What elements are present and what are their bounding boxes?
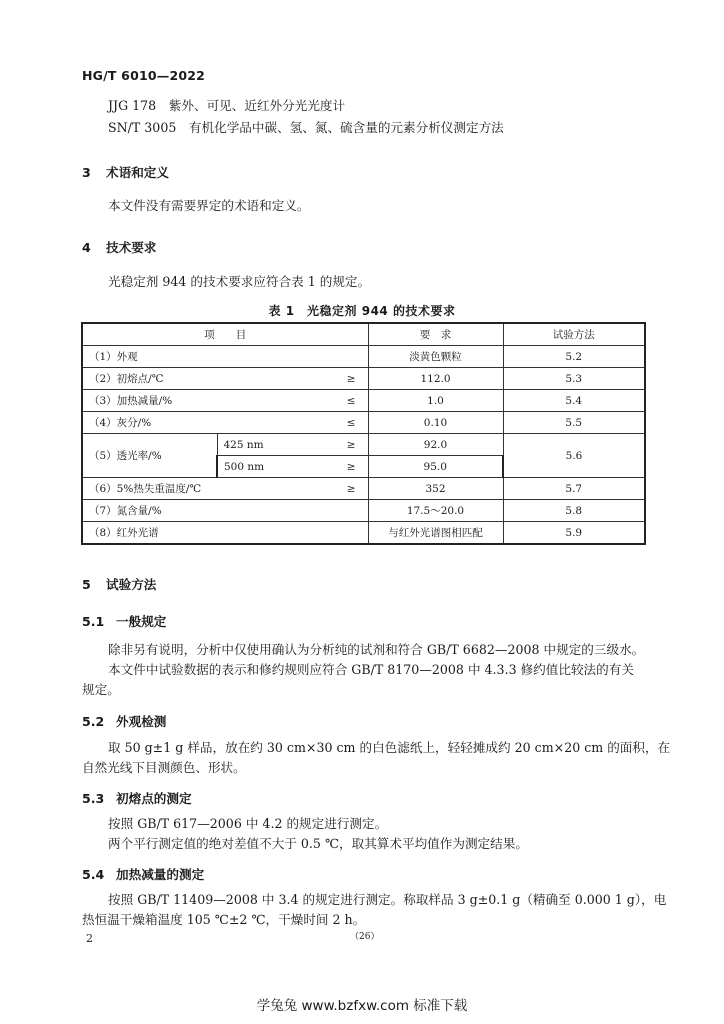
section-number: 5.3 xyxy=(82,791,105,806)
section-title: 术语和定义 xyxy=(106,165,169,180)
section-5-4-heading xyxy=(82,864,204,883)
section-5-4-para-cont: 热恒温干燥箱温度 105 ℃±2 ℃，干燥时间 2 h。 xyxy=(82,912,366,927)
item-cell: （5）透光率/% xyxy=(82,434,217,478)
item-cell: （1）外观 xyxy=(82,346,368,368)
section-5-3-para-1: 按照 GB/T 617—2006 中 4.2 的规定进行测定。 xyxy=(108,816,388,831)
section-3-heading xyxy=(82,162,169,181)
requirement-cell: 0.10 xyxy=(368,412,503,434)
section-5-4-para: 按照 GB/T 11409—2008 中 3.4 的规定进行测定。称取样品 3 g±0.1 g（精确至 0.000 1 g），电 xyxy=(108,892,667,907)
table-row xyxy=(82,434,645,456)
print-number: （26） xyxy=(350,932,380,942)
section-number: 3 xyxy=(82,165,91,180)
page-number: 2 xyxy=(86,932,93,945)
item-cell: （6）5%热失重温度/℃ ≥ xyxy=(82,478,368,500)
section-5-3-heading xyxy=(82,788,192,807)
table-row xyxy=(82,522,645,545)
section-5-2-para-cont: 自然光线下目测颜色、形状。 xyxy=(82,760,246,775)
header-test-method: 试验方法 xyxy=(503,323,645,346)
section-4-heading xyxy=(82,237,156,256)
section-title: 外观检测 xyxy=(116,714,167,729)
section-5-1-heading xyxy=(82,611,166,630)
section-5-1-para-2: 本文件中试验数据的表示和修约规则应符合 GB/T 8170—2008 中 4.3.3 修约值比较法的有关 xyxy=(108,662,634,677)
section-4-body: 光稳定剂 944 的技术要求应符合表 1 的规定。 xyxy=(108,274,371,289)
method-cell: 5.8 xyxy=(503,500,645,522)
requirement-cell: 1.0 xyxy=(368,390,503,412)
section-number: 5.4 xyxy=(82,867,105,882)
method-cell: 5.7 xyxy=(503,478,645,500)
spec-table xyxy=(81,322,646,545)
section-3-body: 本文件没有需要界定的术语和定义。 xyxy=(108,198,310,213)
section-title: 试验方法 xyxy=(106,577,157,592)
requirement-cell: 淡黄色颗粒 xyxy=(368,346,503,368)
table-row xyxy=(82,368,645,390)
item-cell: （7）氮含量/% xyxy=(82,500,368,522)
method-cell: 5.3 xyxy=(503,368,645,390)
method-cell: 5.2 xyxy=(503,346,645,368)
section-5-2-heading xyxy=(82,711,166,730)
requirement-cell: 95.0 xyxy=(368,456,503,478)
section-5-3-para-2: 两个平行测定值的绝对差值不大于 0.5 ℃，取其算术平均值作为测定结果。 xyxy=(108,836,528,851)
requirement-cell: 与红外光谱图相匹配 xyxy=(368,522,503,545)
section-title: 技术要求 xyxy=(106,240,157,255)
table-row xyxy=(82,478,645,500)
section-number: 4 xyxy=(82,240,91,255)
sub-item-cell: 500 nm ≥ xyxy=(217,456,368,478)
table-header-row xyxy=(82,323,645,346)
table-row xyxy=(82,390,645,412)
requirement-cell: 92.0 xyxy=(368,434,503,456)
method-cell: 5.4 xyxy=(503,390,645,412)
table-row xyxy=(82,500,645,522)
section-title: 初熔点的测定 xyxy=(116,791,192,806)
section-title: 加热减量的测定 xyxy=(116,867,205,882)
section-5-2-para: 取 50 g±1 g 样品，放在约 30 cm×30 cm 的白色滤纸上，轻轻摊成约 20 cm×20 cm 的面积，在 xyxy=(108,740,671,755)
sub-item-cell: 425 nm ≥ xyxy=(217,434,368,456)
ref-jjg178: JJG 178 紫外、可见、近红外分光光度计 xyxy=(108,98,346,113)
download-watermark: 学兔兔 www.bzfxw.com 标准下载 xyxy=(256,998,468,1014)
requirement-cell: 352 xyxy=(368,478,503,500)
item-cell: （8）红外光谱 xyxy=(82,522,368,545)
method-cell: 5.5 xyxy=(503,412,645,434)
section-5-heading xyxy=(82,574,156,593)
section-5-1-para-2-cont: 规定。 xyxy=(82,682,120,697)
section-number: 5.1 xyxy=(82,614,105,629)
method-cell: 5.9 xyxy=(503,522,645,545)
section-number: 5 xyxy=(82,577,91,592)
item-cell: （4）灰分/% ≤ xyxy=(82,412,368,434)
section-number: 5.2 xyxy=(82,714,105,729)
requirement-cell: 112.0 xyxy=(368,368,503,390)
header-item: 项 目 xyxy=(82,323,368,346)
table-row xyxy=(82,346,645,368)
item-cell: （2）初熔点/℃ ≥ xyxy=(82,368,368,390)
table-caption: 表 1 光稳定剂 944 的技术要求 xyxy=(268,304,456,318)
header-requirement: 要 求 xyxy=(368,323,503,346)
section-title: 一般规定 xyxy=(116,614,167,629)
doc-header: HG/T 6010—2022 xyxy=(82,68,206,83)
item-cell: （3）加热减量/% ≤ xyxy=(82,390,368,412)
table-row xyxy=(82,412,645,434)
method-cell: 5.6 xyxy=(503,434,645,478)
ref-snt3005: SN/T 3005 有机化学品中碳、氢、氮、硫含量的元素分析仪测定方法 xyxy=(108,120,504,135)
requirement-cell: 17.5～20.0 xyxy=(368,500,503,522)
section-5-1-para-1: 除非另有说明，分析中仅使用确认为分析纯的试剂和符合 GB/T 6682—2008 中规定的三级水。 xyxy=(108,642,645,657)
